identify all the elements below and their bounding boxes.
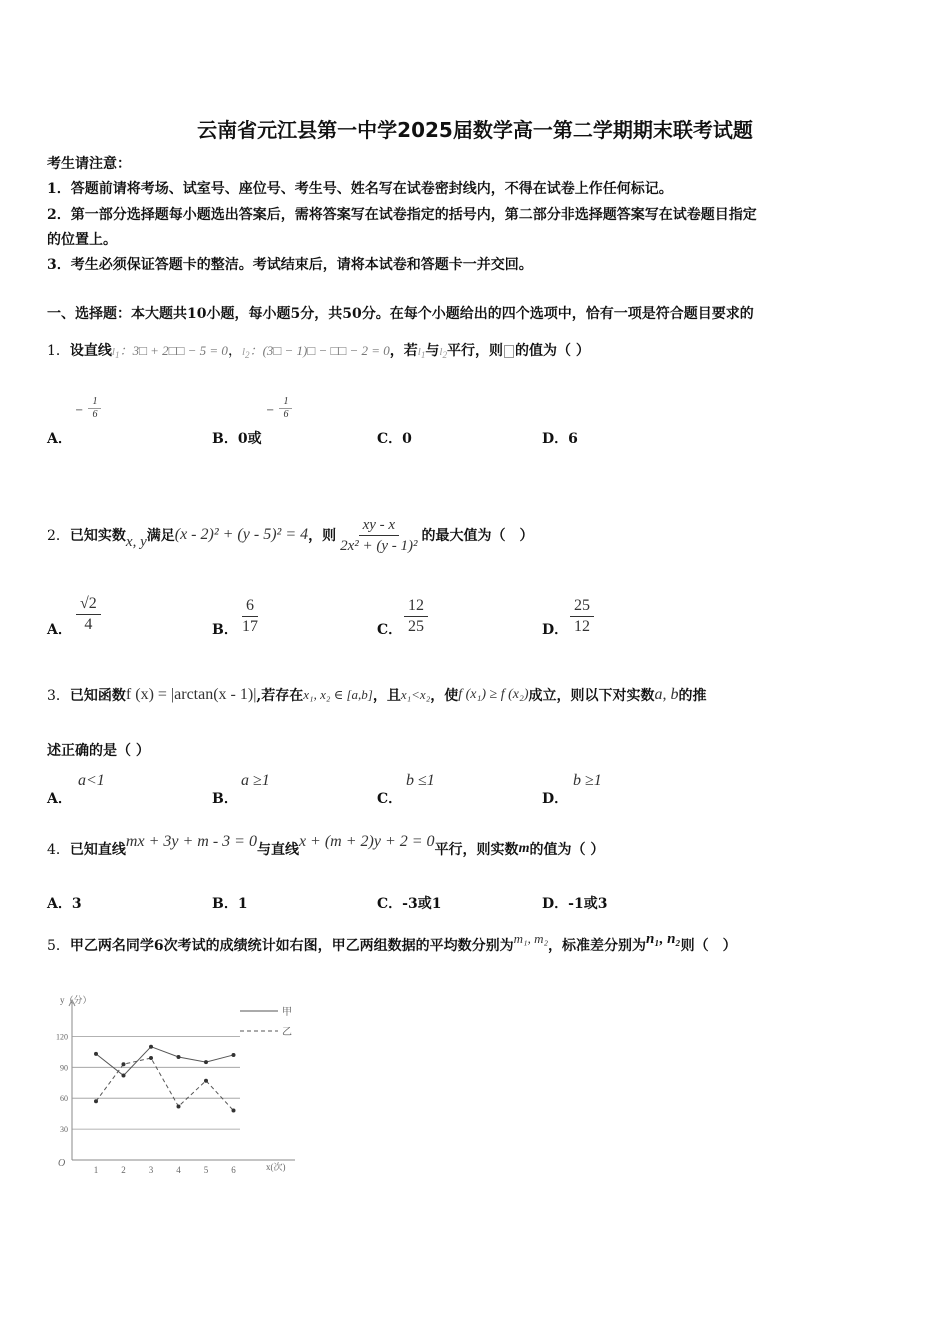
- data-point: [232, 1109, 236, 1113]
- y-tick-label: 30: [60, 1125, 68, 1135]
- y-tick-label: 120: [56, 1032, 68, 1042]
- x-tick-label: 4: [176, 1165, 181, 1175]
- q3-option-b[interactable]: B．: [212, 791, 238, 807]
- data-point: [94, 1052, 98, 1056]
- q4-option-d[interactable]: D．-1或3: [542, 896, 608, 912]
- question-3: 3． 已知函数 f (x) = |arctan(x - 1)| ,若存在 x₁, x₂ ∈ [a,b] ，且 x₁<x₂ ，使 f (x₁) ≥ f (x₂) 成立，则以下对实数 a, b 的推: [47, 686, 707, 704]
- page-title: 云南省元江县第一中学2025届数学高一第二学期期末联考试题: [197, 118, 753, 142]
- question-4: 4． 已知直线 mx + 3y + m - 3 = 0 与直线 x + (m + 2)y + 2 = 0 平行，则实数 m 的值为（ ）: [47, 833, 605, 858]
- q2-condition: (x - 2)² + (y - 5)² = 4: [174, 526, 309, 543]
- q3-option-c[interactable]: C．: [377, 791, 403, 807]
- q3-option-d[interactable]: D．: [542, 791, 569, 807]
- q2-option-b[interactable]: B．: [212, 622, 238, 638]
- q2-option-a[interactable]: A．: [47, 622, 72, 638]
- section-heading: 一、选择题：本大题共10小题，每小题5分，共50分。在每个小题给出的四个选项中，恰有一项是符合题目要求的: [47, 306, 754, 322]
- data-point: [122, 1062, 126, 1066]
- placeholder-box: [504, 345, 514, 358]
- data-point: [149, 1045, 153, 1049]
- x-tick-label: 3: [148, 1165, 154, 1175]
- notice-heading: 考生请注意：: [47, 156, 131, 172]
- q2-option-d[interactable]: D．: [542, 622, 569, 638]
- score-line-chart: [40, 990, 310, 1180]
- notice-item-1: 1．答题前请将考场、试室号、座位号、考生号、姓名写在试卷密封线内，不得在试卷上作任何标记。: [47, 181, 673, 197]
- data-point: [177, 1104, 181, 1108]
- q4-line-1: mx + 3y + m - 3 = 0: [125, 833, 257, 850]
- q2-option-d-value: $\frac{25}{12}$: [570, 596, 594, 637]
- x-tick-label: 6: [231, 1165, 236, 1175]
- q2-expression: $\frac{xy - x}{\text{2x² + (y - 1)²}}$: [340, 516, 418, 554]
- q3-option-c-value: b ≤1: [406, 772, 435, 789]
- series-line-jia: [96, 1047, 234, 1076]
- q2-option-c-value: $\frac{12}{25}$: [404, 596, 428, 637]
- q4-option-a[interactable]: A．3: [47, 896, 82, 912]
- q3-function: f (x) = |arctan(x - 1)|: [125, 686, 257, 703]
- q1-option-a[interactable]: A．: [47, 431, 72, 447]
- question-1: 1．设直线$l_1$：3□ + 2□□ − 5 = 0，$l_2$：(3□ − 1)□ − □□ − 2 = 0，若$l_1$与$l_2$平行，则 的值为（ ）: [47, 343, 590, 361]
- q2-option-a-value: $\frac{√2}{4}$: [76, 594, 101, 635]
- data-point: [177, 1055, 181, 1059]
- y-axis-label: y（分）: [60, 995, 92, 1005]
- notice-item-3: 3．考生必须保证答题卡的整洁。考试结束后，请将本试卷和答题卡一并交回。: [47, 257, 533, 273]
- q1-option-d[interactable]: D．6: [542, 431, 578, 447]
- legend-label: 甲: [282, 1007, 292, 1018]
- series-line-yi: [96, 1058, 234, 1111]
- x-tick-label: 1: [93, 1165, 99, 1175]
- q3-option-a-value: a<1: [78, 772, 105, 789]
- data-point: [94, 1099, 98, 1103]
- q1-option-a-value: − $\frac{1}{6}$: [75, 396, 101, 421]
- notice-item-2-cont: 的位置上。: [47, 232, 117, 248]
- data-point: [204, 1060, 208, 1064]
- line-l1-equation: ：3□ + 2□□ − 5 = 0: [119, 343, 228, 358]
- x-axis-label: x(次): [266, 1162, 286, 1172]
- y-tick-label: 60: [60, 1094, 68, 1104]
- q3-option-b-value: a ≥1: [241, 772, 270, 789]
- x-tick-label: 5: [203, 1165, 209, 1175]
- data-point: [149, 1056, 153, 1060]
- q2-option-b-value: $\frac{6}{17}$: [242, 597, 258, 635]
- q1-option-b[interactable]: B．0或: [212, 431, 262, 447]
- legend-label: 乙: [282, 1027, 292, 1038]
- line-l2-equation: ：(3□ − 1)□ − □□ − 2 = 0: [249, 343, 390, 358]
- q3-option-d-value: b ≥1: [573, 772, 602, 789]
- origin-label: O: [58, 1158, 66, 1169]
- q4-option-c[interactable]: C．-3或1: [377, 896, 442, 912]
- q4-line-2: x + (m + 2)y + 2 = 0: [298, 833, 435, 850]
- q1-option-b-value: − $\frac{1}{6}$: [266, 396, 292, 421]
- data-point: [232, 1053, 236, 1057]
- q4-option-b[interactable]: B．1: [212, 896, 248, 912]
- question-5: 5． 甲乙两名同学6次考试的成绩统计如右图，甲乙两组数据的平均数分别为 m₁, m₂ ，标准差分别为 n₁, n₂ 则（ ）: [47, 930, 737, 954]
- question-2: 2． 已知实数 x, y 满足 (x - 2)² + (y - 5)² = 4 ，则 $\frac{xy - x}{\text{2x² + (y - 1)²}}$ 的最大值为（ ）: [47, 516, 534, 554]
- notice-item-2: 2．第一部分选择题每小题选出答案后，需将答案写在试卷指定的括号内，第二部分非选择题答案写在试卷题目指定: [47, 207, 757, 223]
- data-point: [204, 1079, 208, 1083]
- q1-option-c[interactable]: C．0: [377, 431, 412, 447]
- q3-option-a[interactable]: A．: [47, 791, 72, 807]
- question-3-cont: 述正确的是（ ）: [47, 743, 150, 759]
- y-tick-label: 90: [60, 1063, 68, 1073]
- x-tick-label: 2: [121, 1165, 126, 1175]
- q2-option-c[interactable]: C．: [377, 622, 403, 638]
- data-point: [122, 1074, 126, 1078]
- question-number: 1．: [47, 343, 70, 359]
